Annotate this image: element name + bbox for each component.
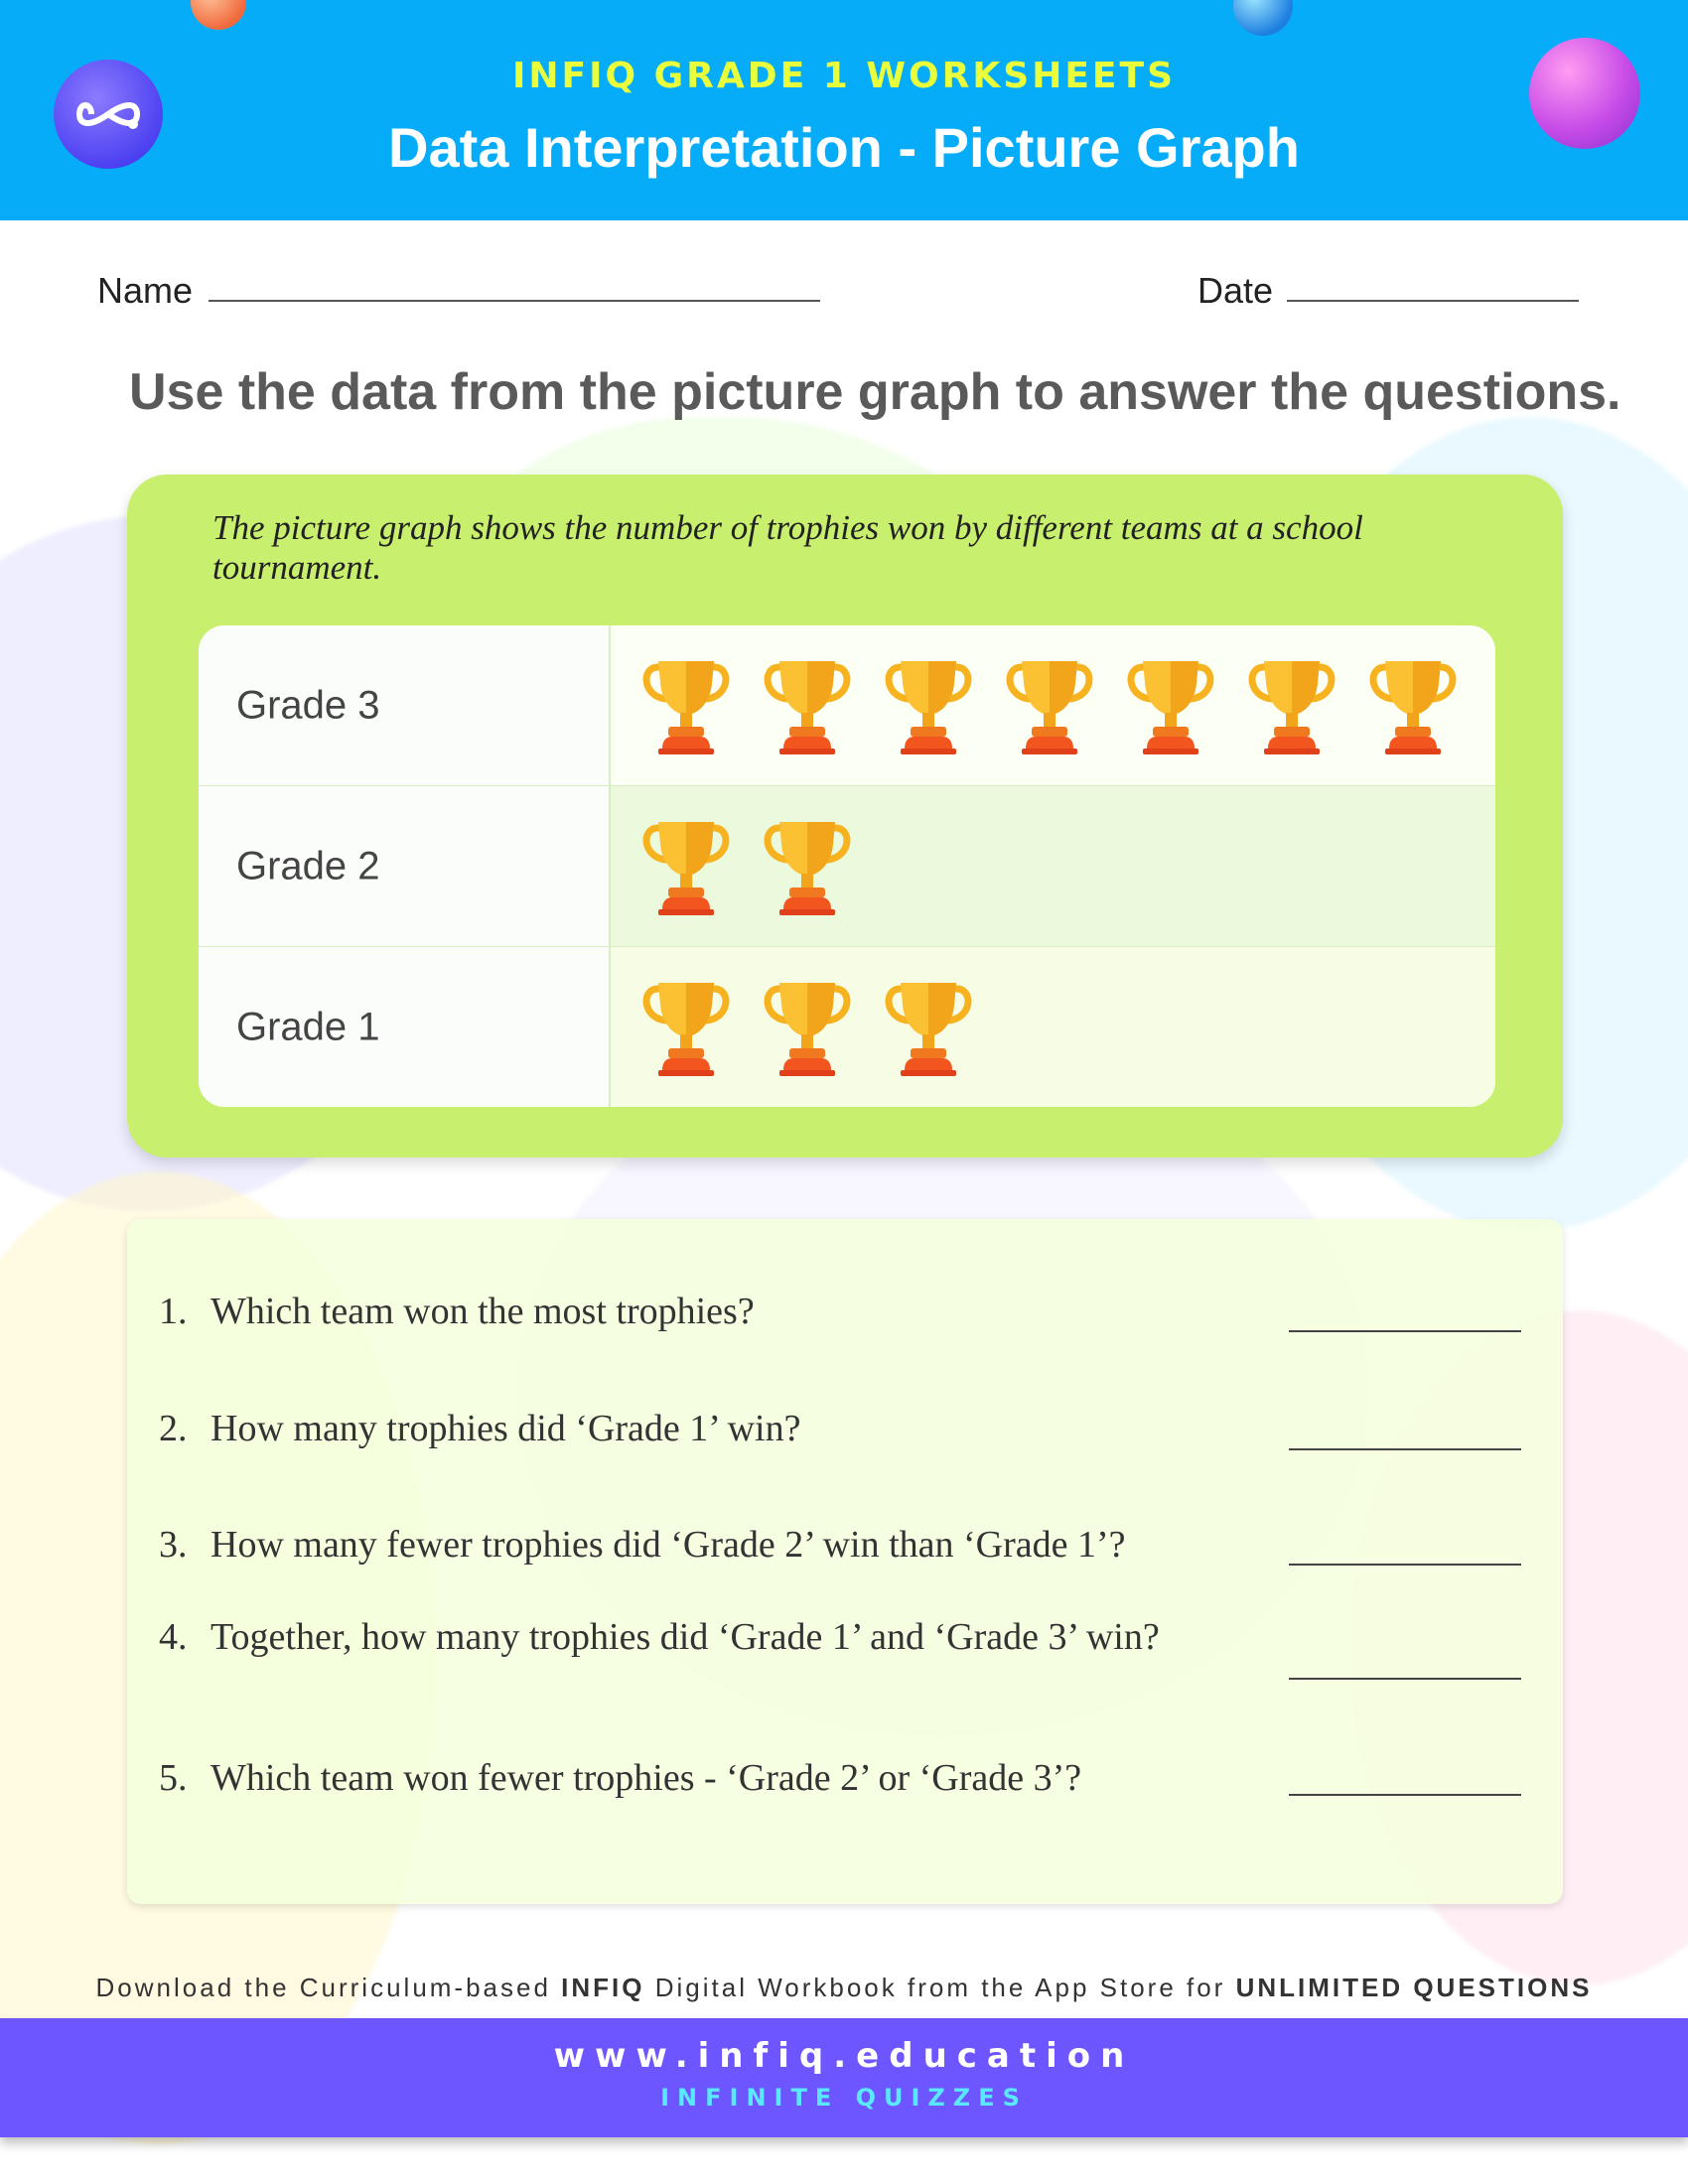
answer-line[interactable] [1289,1448,1521,1450]
trophy-icon [1121,653,1220,758]
instruction-heading: Use the data from the picture graph to answer the questions. [129,363,1621,421]
row-label: Grade 1 [236,1005,380,1048]
promo-emphasis: UNLIMITED QUESTIONS [1235,1973,1593,2002]
row-label-cell [199,947,611,1107]
question-number: 3. [159,1524,188,1566]
name-field[interactable] [209,300,820,302]
tagline: INFINITE QUIZZES [660,2084,1028,2112]
trophy-icon [1000,653,1099,758]
date-field[interactable] [1287,300,1579,302]
question-text: Which team won the most trophies? [211,1291,755,1332]
footer-bar [0,2018,1688,2137]
trophy-icon [636,653,736,758]
answer-line[interactable] [1289,1678,1521,1680]
answer-line[interactable] [1289,1564,1521,1566]
answer-line[interactable] [1289,1794,1521,1796]
question-text: Which team won fewer trophies - ‘Grade 2’ or ‘Grade 3’? [211,1757,1082,1799]
answer-line[interactable] [1289,1330,1521,1332]
decorative-ball [1233,0,1293,36]
question-text: Together, how many trophies did ‘Grade 1’ and ‘Grade 3’ win? [211,1616,1160,1658]
question-item [159,1522,1203,1568]
trophy-icon [1242,653,1341,758]
trophy-icon [758,814,857,919]
header-banner [0,0,1688,220]
name-label: Name [97,270,194,311]
trophy-icon [1363,653,1463,758]
picture-graph [199,625,1495,1107]
trophy-row-pictures [611,947,1495,1107]
promo-text [0,1973,1688,2003]
date-label: Date [1197,270,1274,311]
trophy-row-pictures [611,625,1495,785]
graph-row [199,947,1495,1107]
row-label: Grade 3 [236,683,380,727]
trophy-icon [636,975,736,1080]
trophy-icon [879,975,978,1080]
row-label: Grade 2 [236,844,380,887]
question-number: 2. [159,1408,188,1449]
question-text: How many trophies did ‘Grade 1’ win? [211,1408,801,1449]
question-number: 4. [159,1616,188,1658]
question-item [159,1614,1184,1660]
promo-brand: INFIQ [561,1973,645,2002]
decorative-ball [191,0,246,30]
question-number: 1. [159,1291,188,1332]
question-number: 5. [159,1757,188,1799]
trophy-icon [636,814,736,919]
question-item [159,1755,1203,1801]
website-link[interactable]: www.infiq.education [553,2036,1135,2076]
trophy-icon [879,653,978,758]
graph-row [199,786,1495,946]
row-label-cell [199,625,611,785]
worksheet-series-title: INFIQ GRADE 1 WORKSHEETS [511,56,1177,96]
question-item [159,1289,1203,1334]
page-title: Data Interpretation - Picture Graph [388,116,1300,179]
trophy-row-pictures [611,786,1495,946]
question-text: How many fewer trophies did ‘Grade 2’ win than ‘Grade 1’? [211,1524,1126,1566]
question-item [159,1406,1203,1451]
promo-middle: Digital Workbook from the App Store for [644,1973,1236,2002]
trophy-icon [758,975,857,1080]
row-label-cell [199,786,611,946]
graph-caption: The picture graph shows the number of trophies won by different teams at a school tournament. [212,508,1363,587]
trophy-icon [758,653,857,758]
promo-prefix: Download the Curriculum-based [95,1973,562,2002]
graph-row [199,625,1495,785]
